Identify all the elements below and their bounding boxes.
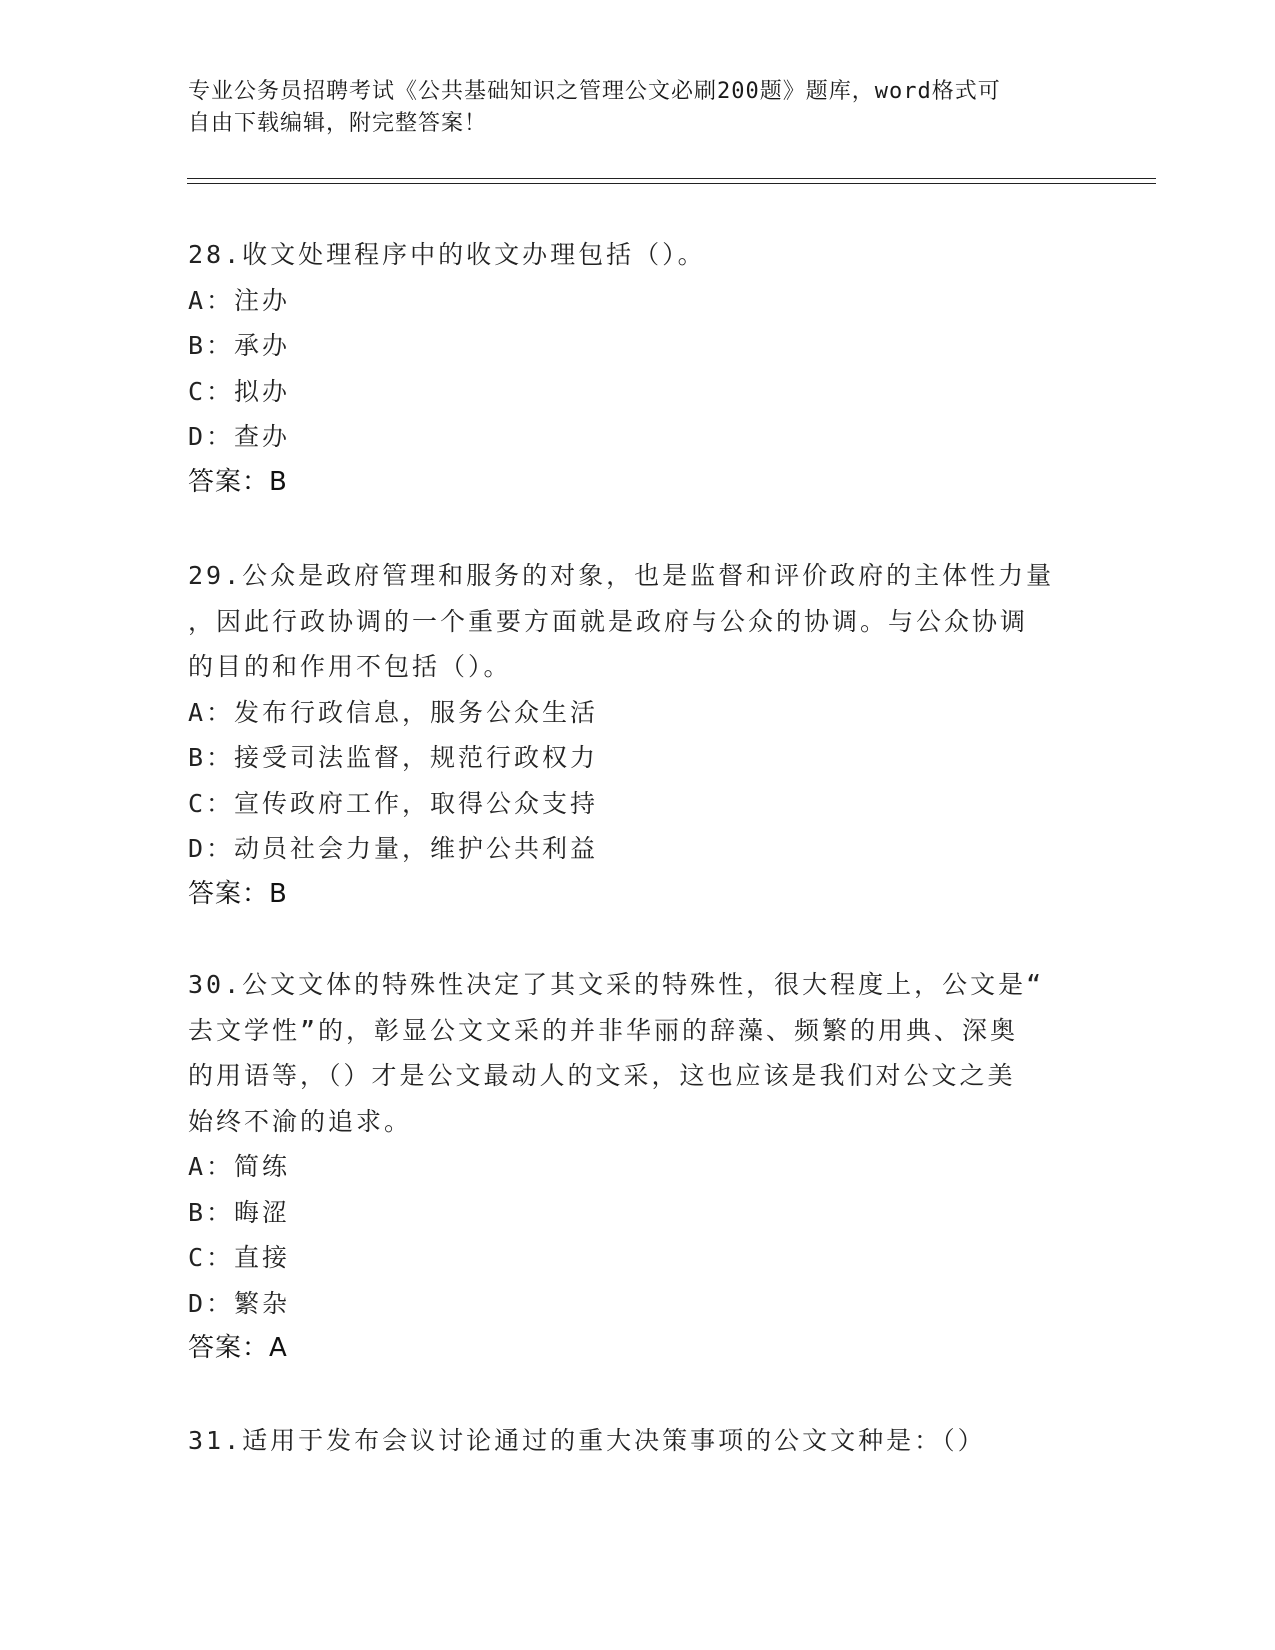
question-stem-line-1: 30.公文文体的特殊性决定了其文采的特殊性，很大程度上，公文是“ xyxy=(188,970,1045,999)
question-28 xyxy=(188,232,1088,505)
question-stem-line-3: 的用语等，（）才是公文最动人的文采，这也应该是我们对公文之美 xyxy=(188,1061,1016,1090)
question-stem: 31.适用于发布会议讨论通过的重大决策事项的公文文种是：（） xyxy=(188,1426,986,1455)
answer: 答案：B xyxy=(188,878,288,909)
question-stem-line-3: 的目的和作用不包括（）。 xyxy=(188,652,512,681)
question-31 xyxy=(188,1418,1088,1464)
option-d: D：查办 xyxy=(188,422,291,451)
option-d: D：动员社会力量，维护公共利益 xyxy=(188,834,599,863)
option-b: B：承办 xyxy=(188,331,291,360)
answer: 答案：A xyxy=(188,1333,288,1363)
option-b: B：接受司法监督，规范行政权力 xyxy=(188,743,599,772)
option-c: C：宣传政府工作，取得公众支持 xyxy=(188,788,599,818)
question-stem-line-2: ，因此行政协调的一个重要方面就是政府与公众的协调。与公众协调 xyxy=(188,606,1029,636)
header-divider-top xyxy=(187,178,1156,179)
question-29 xyxy=(188,553,1088,917)
header-divider-bottom xyxy=(187,183,1156,184)
option-a: A：发布行政信息，服务公众生活 xyxy=(188,697,599,727)
question-stem-line-1: 29.公众是政府管理和服务的对象，也是监督和评价政府的主体性力量 xyxy=(188,561,1055,590)
document-header xyxy=(188,76,1068,140)
option-d: D：繁杂 xyxy=(188,1288,291,1318)
option-a: A：简练 xyxy=(188,1152,291,1181)
answer: 答案：B xyxy=(188,466,288,497)
option-a: A：注办 xyxy=(188,285,291,315)
question-30 xyxy=(188,962,1088,1372)
option-c: C：拟办 xyxy=(188,376,291,406)
option-b: B：晦涩 xyxy=(188,1197,291,1227)
header-line-1: 专业公务员招聘考试《公共基础知识之管理公文必刷200题》题库，word格式可 xyxy=(188,79,1001,104)
option-c: C：直接 xyxy=(188,1243,291,1272)
header-line-2: 自由下载编辑，附完整答案！ xyxy=(188,111,488,136)
question-stem: 28.收文处理程序中的收文办理包括（）。 xyxy=(188,240,706,269)
question-stem-line-4: 始终不渝的追求。 xyxy=(188,1106,413,1136)
question-stem-line-2: 去文学性”的，彰显公文文采的并非华丽的辞藻、频繁的用典、深奥 xyxy=(188,1015,1019,1045)
